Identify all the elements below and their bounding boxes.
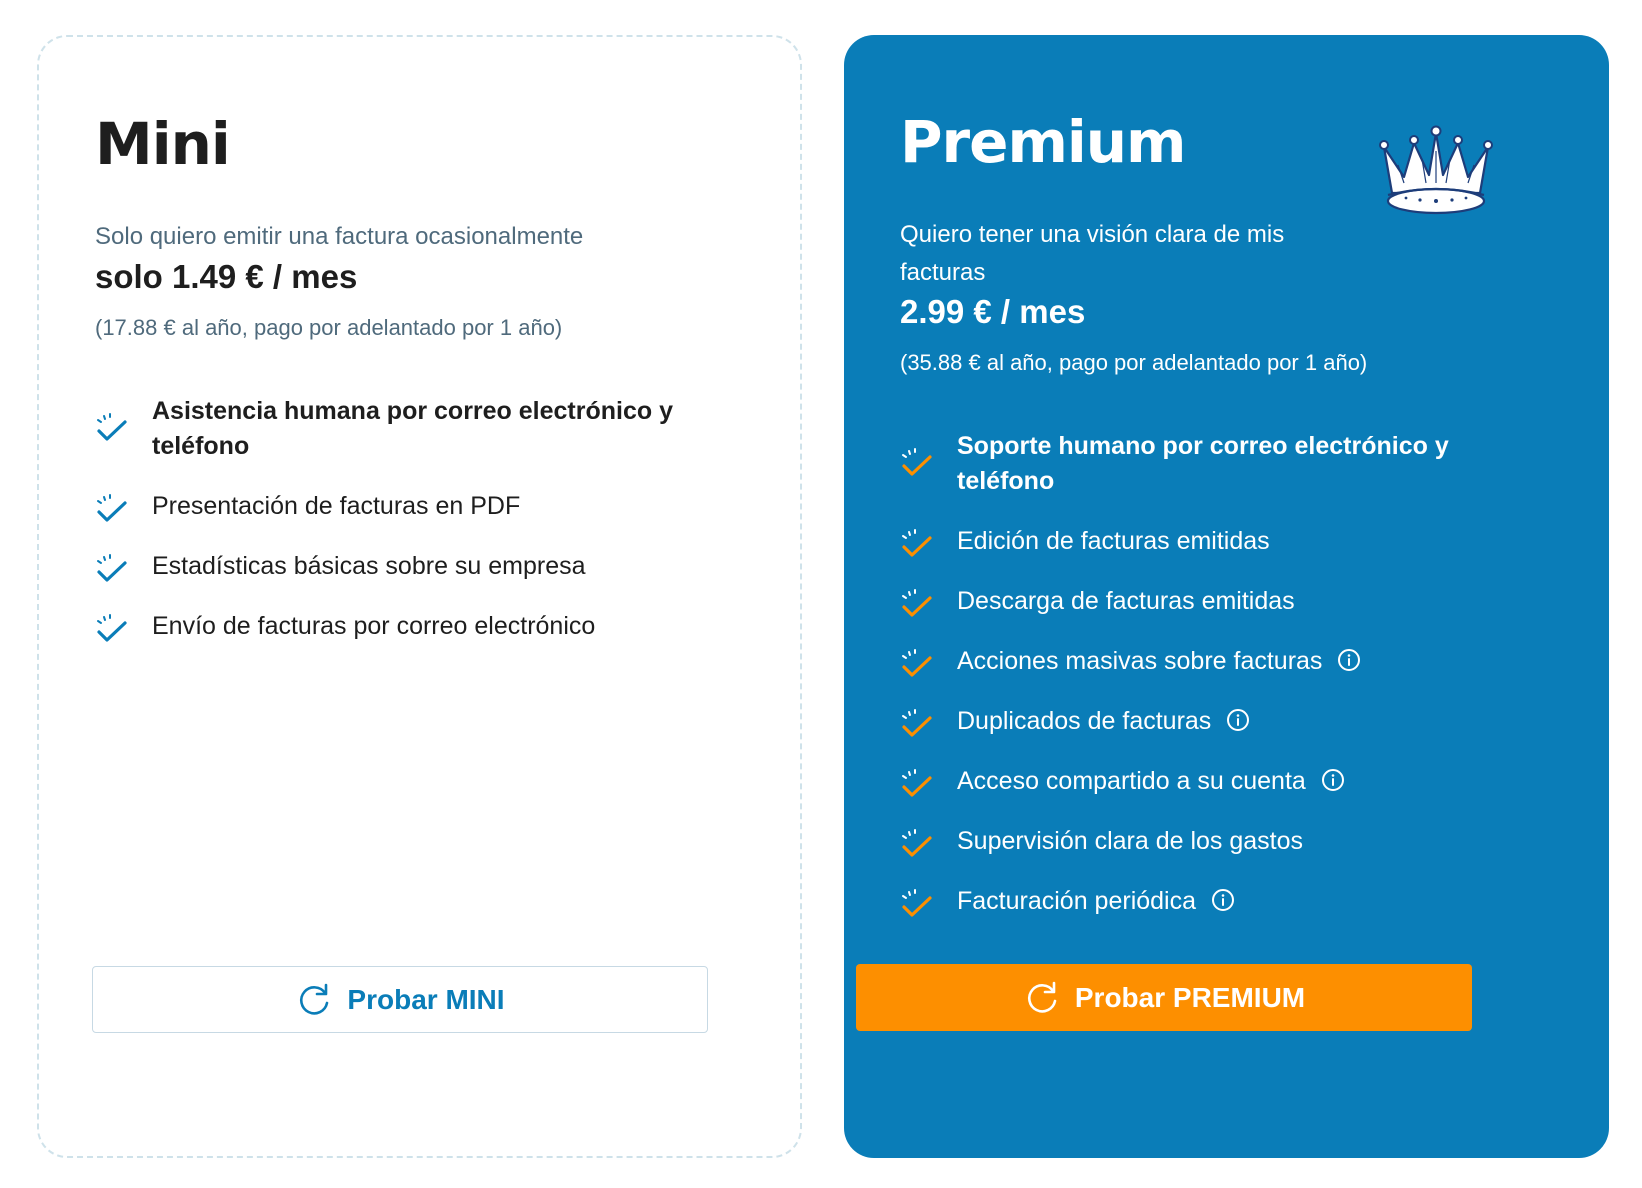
feature-item: [900, 524, 1500, 559]
check-sparkle-icon: [900, 767, 934, 801]
feature-label: Asistencia humana por correo electrónico y teléfono: [152, 397, 673, 460]
feature-item: [900, 884, 1500, 919]
plan-price: solo 1.49 € / mes: [95, 258, 358, 295]
check-sparkle-icon: [900, 587, 934, 621]
feature-list: [900, 429, 1500, 944]
refresh-icon: [1023, 979, 1061, 1017]
plan-title: Mini: [95, 110, 230, 178]
feature-label: Duplicados de facturas: [957, 707, 1212, 735]
crown-icon: [1374, 125, 1498, 221]
plan-card-mini: [37, 35, 802, 1158]
plan-card-premium: [844, 35, 1609, 1158]
feature-label: Facturación periódica: [957, 887, 1197, 915]
check-sparkle-icon: [900, 887, 934, 921]
feature-label: Estadísticas básicas sobre su empresa: [152, 552, 586, 580]
feature-item: [95, 609, 695, 644]
feature-label: Supervisión clara de los gastos: [957, 827, 1304, 855]
check-sparkle-icon: [900, 647, 934, 681]
feature-label: Edición de facturas emitidas: [957, 527, 1270, 555]
feature-item: [900, 824, 1500, 859]
feature-label: Envío de facturas por correo electrónico: [152, 612, 596, 640]
check-sparkle-icon: [900, 707, 934, 741]
check-sparkle-icon: [95, 612, 129, 646]
feature-item: [95, 394, 695, 464]
info-circle-icon[interactable]: [1211, 888, 1235, 912]
feature-item: [900, 584, 1500, 619]
feature-item: [900, 764, 1500, 799]
feature-item: [95, 489, 695, 524]
plan-title: Premium: [900, 108, 1186, 176]
try-premium-label: Probar PREMIUM: [1074, 981, 1306, 1013]
try-mini-button[interactable]: [92, 966, 708, 1033]
feature-item: [900, 644, 1500, 679]
plan-price-note: (35.88 € al año, pago por adelantado por 1 año): [900, 350, 1368, 375]
plan-price-note: (17.88 € al año, pago por adelantado por 1 año): [95, 315, 563, 340]
check-sparkle-icon: [900, 527, 934, 561]
feature-label: Presentación de facturas en PDF: [152, 492, 521, 520]
info-circle-icon[interactable]: [1321, 768, 1345, 792]
check-sparkle-icon: [900, 827, 934, 861]
feature-list: [95, 394, 695, 669]
info-circle-icon[interactable]: [1226, 708, 1250, 732]
feature-label: Acceso compartido a su cuenta: [957, 767, 1306, 795]
feature-label: Acciones masivas sobre facturas: [957, 647, 1323, 675]
feature-label: Descarga de facturas emitidas: [957, 587, 1295, 615]
try-premium-button[interactable]: [856, 964, 1472, 1031]
plan-tagline: Quiero tener una visión clara de mis facturas: [900, 221, 1285, 286]
plan-tagline: Solo quiero emitir una factura ocasionalmente: [95, 223, 584, 250]
feature-item: [900, 704, 1500, 739]
refresh-icon: [295, 981, 333, 1019]
check-sparkle-icon: [95, 552, 129, 586]
info-circle-icon[interactable]: [1337, 648, 1361, 672]
feature-label: Soporte humano por correo electrónico y teléfono: [957, 432, 1449, 495]
check-sparkle-icon: [95, 411, 129, 445]
try-mini-label: Probar MINI: [347, 983, 505, 1015]
plan-price: 2.99 € / mes: [900, 293, 1086, 330]
feature-item: [95, 549, 695, 584]
check-sparkle-icon: [900, 446, 934, 480]
check-sparkle-icon: [95, 492, 129, 526]
feature-item: [900, 429, 1500, 499]
